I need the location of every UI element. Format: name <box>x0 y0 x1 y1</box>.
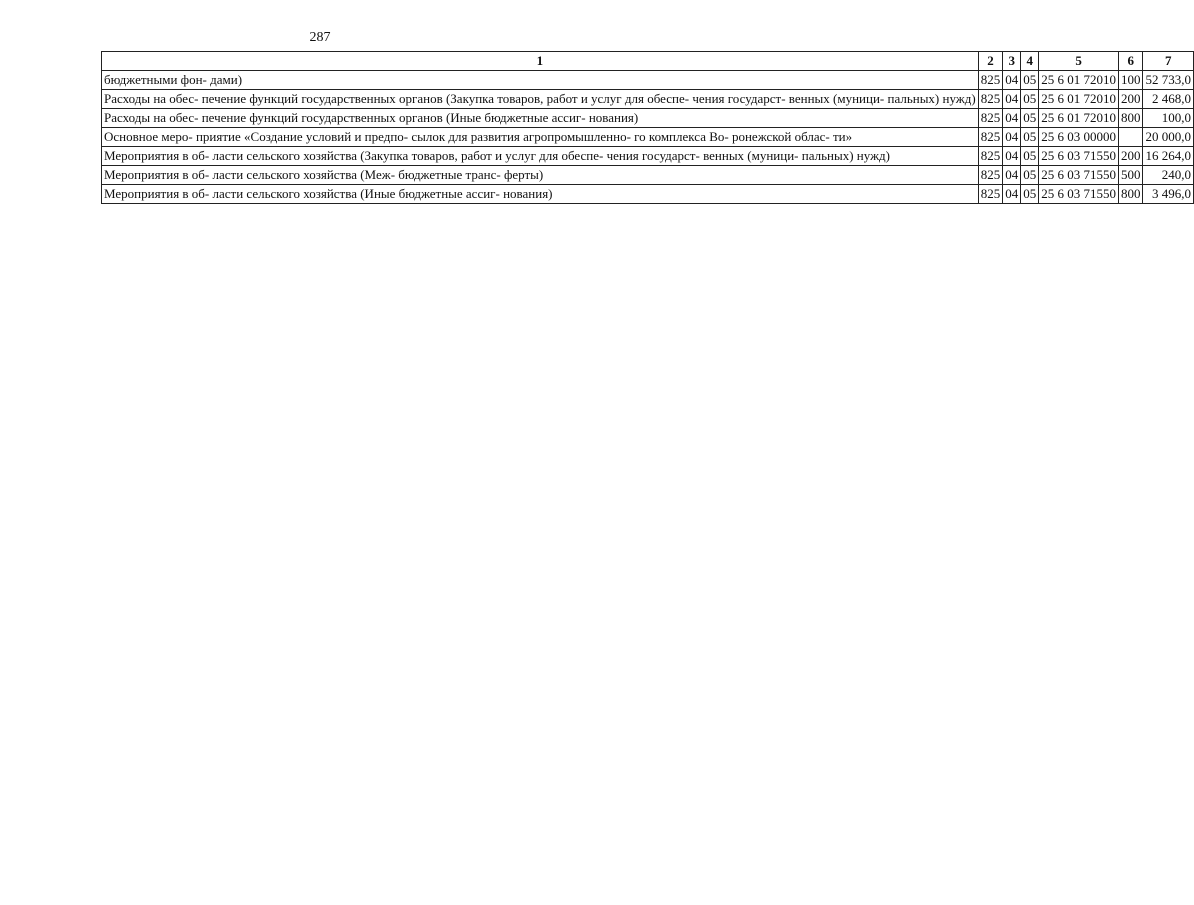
subsection-code: 05 <box>1021 166 1039 185</box>
target-item-code: 25 6 03 71550 <box>1039 147 1119 166</box>
row-description: Мероприятия в об- ласти сельского хозяйства (Закупка товаров, работ и услуг для обеспе- чения государст- венных (муници- пальных) нужд) <box>102 147 979 166</box>
amount: 100,0 <box>1143 109 1194 128</box>
table-row <box>102 128 1194 147</box>
subsection-code: 05 <box>1021 71 1039 90</box>
section-code: 04 <box>1003 90 1021 109</box>
amount: 240,0 <box>1143 166 1194 185</box>
header-row <box>102 52 1194 71</box>
header-col-3: 3 <box>1003 52 1021 71</box>
expense-type-code: 100 <box>1118 71 1143 90</box>
page-number: 287 <box>309 30 331 45</box>
section-code: 04 <box>1003 185 1021 204</box>
row-description: Расходы на обес- печение функций государственных органов (Закупка товаров, работ и услуг для обеспе- чения государст- венных (муници- пальных) нужд) <box>102 90 979 109</box>
target-item-code: 25 6 03 71550 <box>1039 166 1119 185</box>
section-code: 04 <box>1003 109 1021 128</box>
row-description: Расходы на обес- печение функций государственных органов (Иные бюджетные ассиг- нования) <box>102 109 979 128</box>
amount: 20 000,0 <box>1143 128 1194 147</box>
target-item-code: 25 6 01 72010 <box>1039 71 1119 90</box>
header-col-2: 2 <box>978 52 1003 71</box>
header-col-5: 5 <box>1039 52 1119 71</box>
section-code: 04 <box>1003 166 1021 185</box>
ministry-code: 825 <box>978 71 1003 90</box>
expense-type-code <box>1118 128 1143 147</box>
ministry-code: 825 <box>978 128 1003 147</box>
row-description: Мероприятия в об- ласти сельского хозяйства (Иные бюджетные ассиг- нования) <box>102 185 979 204</box>
ministry-code: 825 <box>978 90 1003 109</box>
row-description: Основное меро- приятие «Создание условий и предпо- сылок для развития агропромышленно- го комплекса Во- ронежской облас- ти» <box>102 128 979 147</box>
section-code: 04 <box>1003 71 1021 90</box>
ministry-code: 825 <box>978 147 1003 166</box>
ministry-code: 825 <box>978 185 1003 204</box>
header-col-4: 4 <box>1021 52 1039 71</box>
expense-type-code: 800 <box>1118 185 1143 204</box>
section-code: 04 <box>1003 147 1021 166</box>
amount: 52 733,0 <box>1143 71 1194 90</box>
subsection-code: 05 <box>1021 147 1039 166</box>
table-row <box>102 71 1194 90</box>
subsection-code: 05 <box>1021 90 1039 109</box>
ministry-code: 825 <box>978 109 1003 128</box>
row-description: Мероприятия в об- ласти сельского хозяйства (Меж- бюджетные транс- ферты) <box>102 166 979 185</box>
ministry-code: 825 <box>978 166 1003 185</box>
amount: 3 496,0 <box>1143 185 1194 204</box>
amount: 16 264,0 <box>1143 147 1194 166</box>
target-item-code: 25 6 03 71550 <box>1039 185 1119 204</box>
expense-type-code: 200 <box>1118 90 1143 109</box>
table-row <box>102 147 1194 166</box>
table-row <box>102 90 1194 109</box>
table-row <box>102 166 1194 185</box>
expense-type-code: 500 <box>1118 166 1143 185</box>
amount: 2 468,0 <box>1143 90 1194 109</box>
budget-table <box>101 51 1194 204</box>
header-col-6: 6 <box>1118 52 1143 71</box>
header-col-1: 1 <box>102 52 979 71</box>
subsection-code: 05 <box>1021 128 1039 147</box>
target-item-code: 25 6 01 72010 <box>1039 90 1119 109</box>
section-code: 04 <box>1003 128 1021 147</box>
header-col-7: 7 <box>1143 52 1194 71</box>
subsection-code: 05 <box>1021 185 1039 204</box>
target-item-code: 25 6 01 72010 <box>1039 109 1119 128</box>
table-row <box>102 185 1194 204</box>
table-row <box>102 109 1194 128</box>
expense-type-code: 200 <box>1118 147 1143 166</box>
expense-type-code: 800 <box>1118 109 1143 128</box>
target-item-code: 25 6 03 00000 <box>1039 128 1119 147</box>
subsection-code: 05 <box>1021 109 1039 128</box>
row-description: бюджетными фон- дами) <box>102 71 979 90</box>
